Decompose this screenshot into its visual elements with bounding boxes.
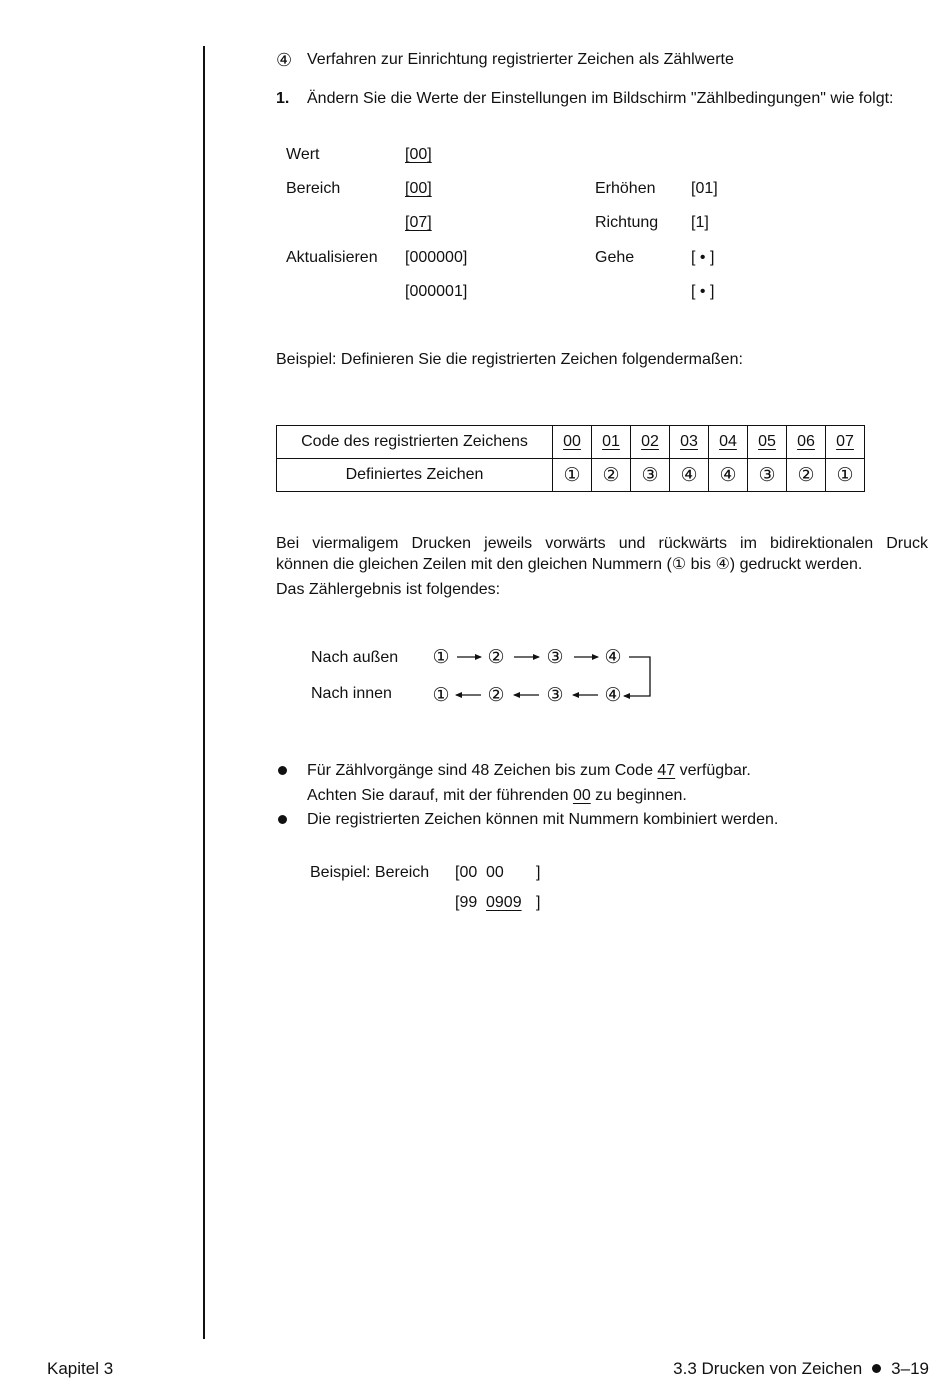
step-text: Ändern Sie die Werte der Einstellungen im Bildschirm "Zählbedingungen" wie folgt:: [307, 90, 894, 107]
aktualisieren-value-2: [000001]: [405, 283, 468, 300]
code-cell: [631, 426, 670, 459]
flow-return-arrow: [624, 657, 650, 696]
bullet-1-text: Für Zählvorgänge sind 48 Zeichen bis zum Code: [307, 762, 658, 779]
char-row-header: Definiertes Zeichen: [277, 459, 553, 492]
gehe-label: Gehe: [595, 249, 635, 266]
code-value: 05: [758, 433, 776, 450]
bereich-label: Bereich: [286, 180, 341, 197]
example2-line2-a: [99: [455, 894, 478, 911]
bullet-2-text: Die registrierten Zeichen können mit Nummern kombiniert werden.: [307, 811, 779, 828]
char-cell: ①: [553, 459, 592, 492]
char-cell: ③: [748, 459, 787, 492]
bullet-1-line-2-text-end: zu beginnen.: [590, 787, 687, 804]
flow-outward-3: ③: [546, 646, 564, 668]
code-cell: [592, 426, 631, 459]
bullet-1-line-2: [307, 786, 687, 806]
flow-inward-4: ④: [604, 684, 622, 706]
bereich-value-end: [07]: [405, 214, 432, 231]
char-row: [277, 459, 865, 492]
char-cell: ①: [826, 459, 865, 492]
outward-label: Nach außen: [311, 649, 399, 666]
flow-inward-1: ①: [432, 684, 450, 706]
code-cell: [709, 426, 748, 459]
gehe-value-1: [ • ]: [691, 249, 715, 266]
bullet-1-code: 47: [657, 762, 676, 779]
char-cell: ④: [670, 459, 709, 492]
code-cell: [826, 426, 865, 459]
heading-marker: ④: [276, 50, 293, 70]
example2-line1-end: ]: [536, 864, 541, 881]
code-row: [277, 426, 865, 459]
paragraph-line-2: können die gleichen Zeilen mit den gleichen Nummern (① bis ④) gedruckt werden.: [276, 556, 863, 573]
erhoehen-label: Erhöhen: [595, 180, 656, 197]
code-value: 07: [836, 433, 854, 450]
step-number: 1.: [276, 90, 290, 107]
inward-label: Nach innen: [311, 685, 392, 702]
code-value: 04: [719, 433, 737, 450]
flow-diagram: [420, 640, 660, 710]
richtung-value: [1]: [691, 214, 709, 231]
wert-value: [00]: [405, 146, 432, 163]
bullet-icon: [278, 766, 287, 775]
footer-chapter: Kapitel 3: [47, 1359, 114, 1378]
code-row-header: Code des registrierten Zeichens: [277, 426, 553, 459]
code-value: 00: [563, 433, 581, 450]
flow-outward-2: ②: [487, 646, 505, 668]
wert-label: Wert: [286, 146, 320, 163]
bereich-value-start: [00]: [405, 180, 432, 197]
example2-line1-b: 00: [486, 864, 504, 881]
footer-section: 3.3 Drucken von Zeichen: [673, 1359, 863, 1378]
richtung-label: Richtung: [595, 214, 659, 231]
paragraph-line-3: Das Zählergebnis ist folgendes:: [276, 581, 501, 598]
bullet-icon: [278, 815, 287, 824]
gehe-value-2: [ • ]: [691, 283, 715, 300]
aktualisieren-label: Aktualisieren: [286, 249, 378, 266]
bullet-1-text-end: verfügbar.: [675, 762, 751, 779]
flow-inward-3: ③: [546, 684, 564, 706]
char-cell: ④: [709, 459, 748, 492]
erhoehen-value: [01]: [691, 180, 718, 197]
footer-right: [673, 1358, 929, 1380]
code-value: 02: [641, 433, 659, 450]
example2-line2-b: 0909: [486, 894, 522, 911]
example2-label: Beispiel: Bereich: [310, 864, 430, 881]
example2-line1-a: [00: [455, 864, 478, 881]
example-intro: Beispiel: Definieren Sie die registrierten Zeichen folgendermaßen:: [276, 351, 743, 368]
heading-text: Verfahren zur Einrichtung registrierter Zeichen als Zählwerte: [307, 51, 734, 68]
char-cell: ②: [592, 459, 631, 492]
code-cell: [553, 426, 592, 459]
char-cell: ③: [631, 459, 670, 492]
code-value: 06: [797, 433, 815, 450]
code-cell: [670, 426, 709, 459]
code-cell: [748, 426, 787, 459]
footer-bullet-icon: [872, 1364, 881, 1373]
bullet-1-line-2-text: Achten Sie darauf, mit der führenden: [307, 787, 573, 804]
footer-page-number: 3–19: [891, 1359, 929, 1378]
bullet-1-line-1: [307, 761, 751, 781]
code-table: [276, 425, 865, 492]
flow-inward-2: ②: [487, 684, 505, 706]
example2-line2-end: ]: [536, 894, 541, 911]
flow-outward-4: ④: [604, 646, 622, 668]
left-margin-rule: [203, 46, 205, 1339]
flow-outward-1: ①: [432, 646, 450, 668]
code-cell: [787, 426, 826, 459]
bullet-1-line-2-code: 00: [572, 787, 591, 804]
paragraph-line-1: Bei viermaligem Drucken jeweils vorwärts und rückwärts im bidirektionalen Druck: [276, 535, 928, 552]
char-cell: ②: [787, 459, 826, 492]
aktualisieren-value-1: [000000]: [405, 249, 468, 266]
code-value: 01: [602, 433, 620, 450]
code-value: 03: [680, 433, 698, 450]
